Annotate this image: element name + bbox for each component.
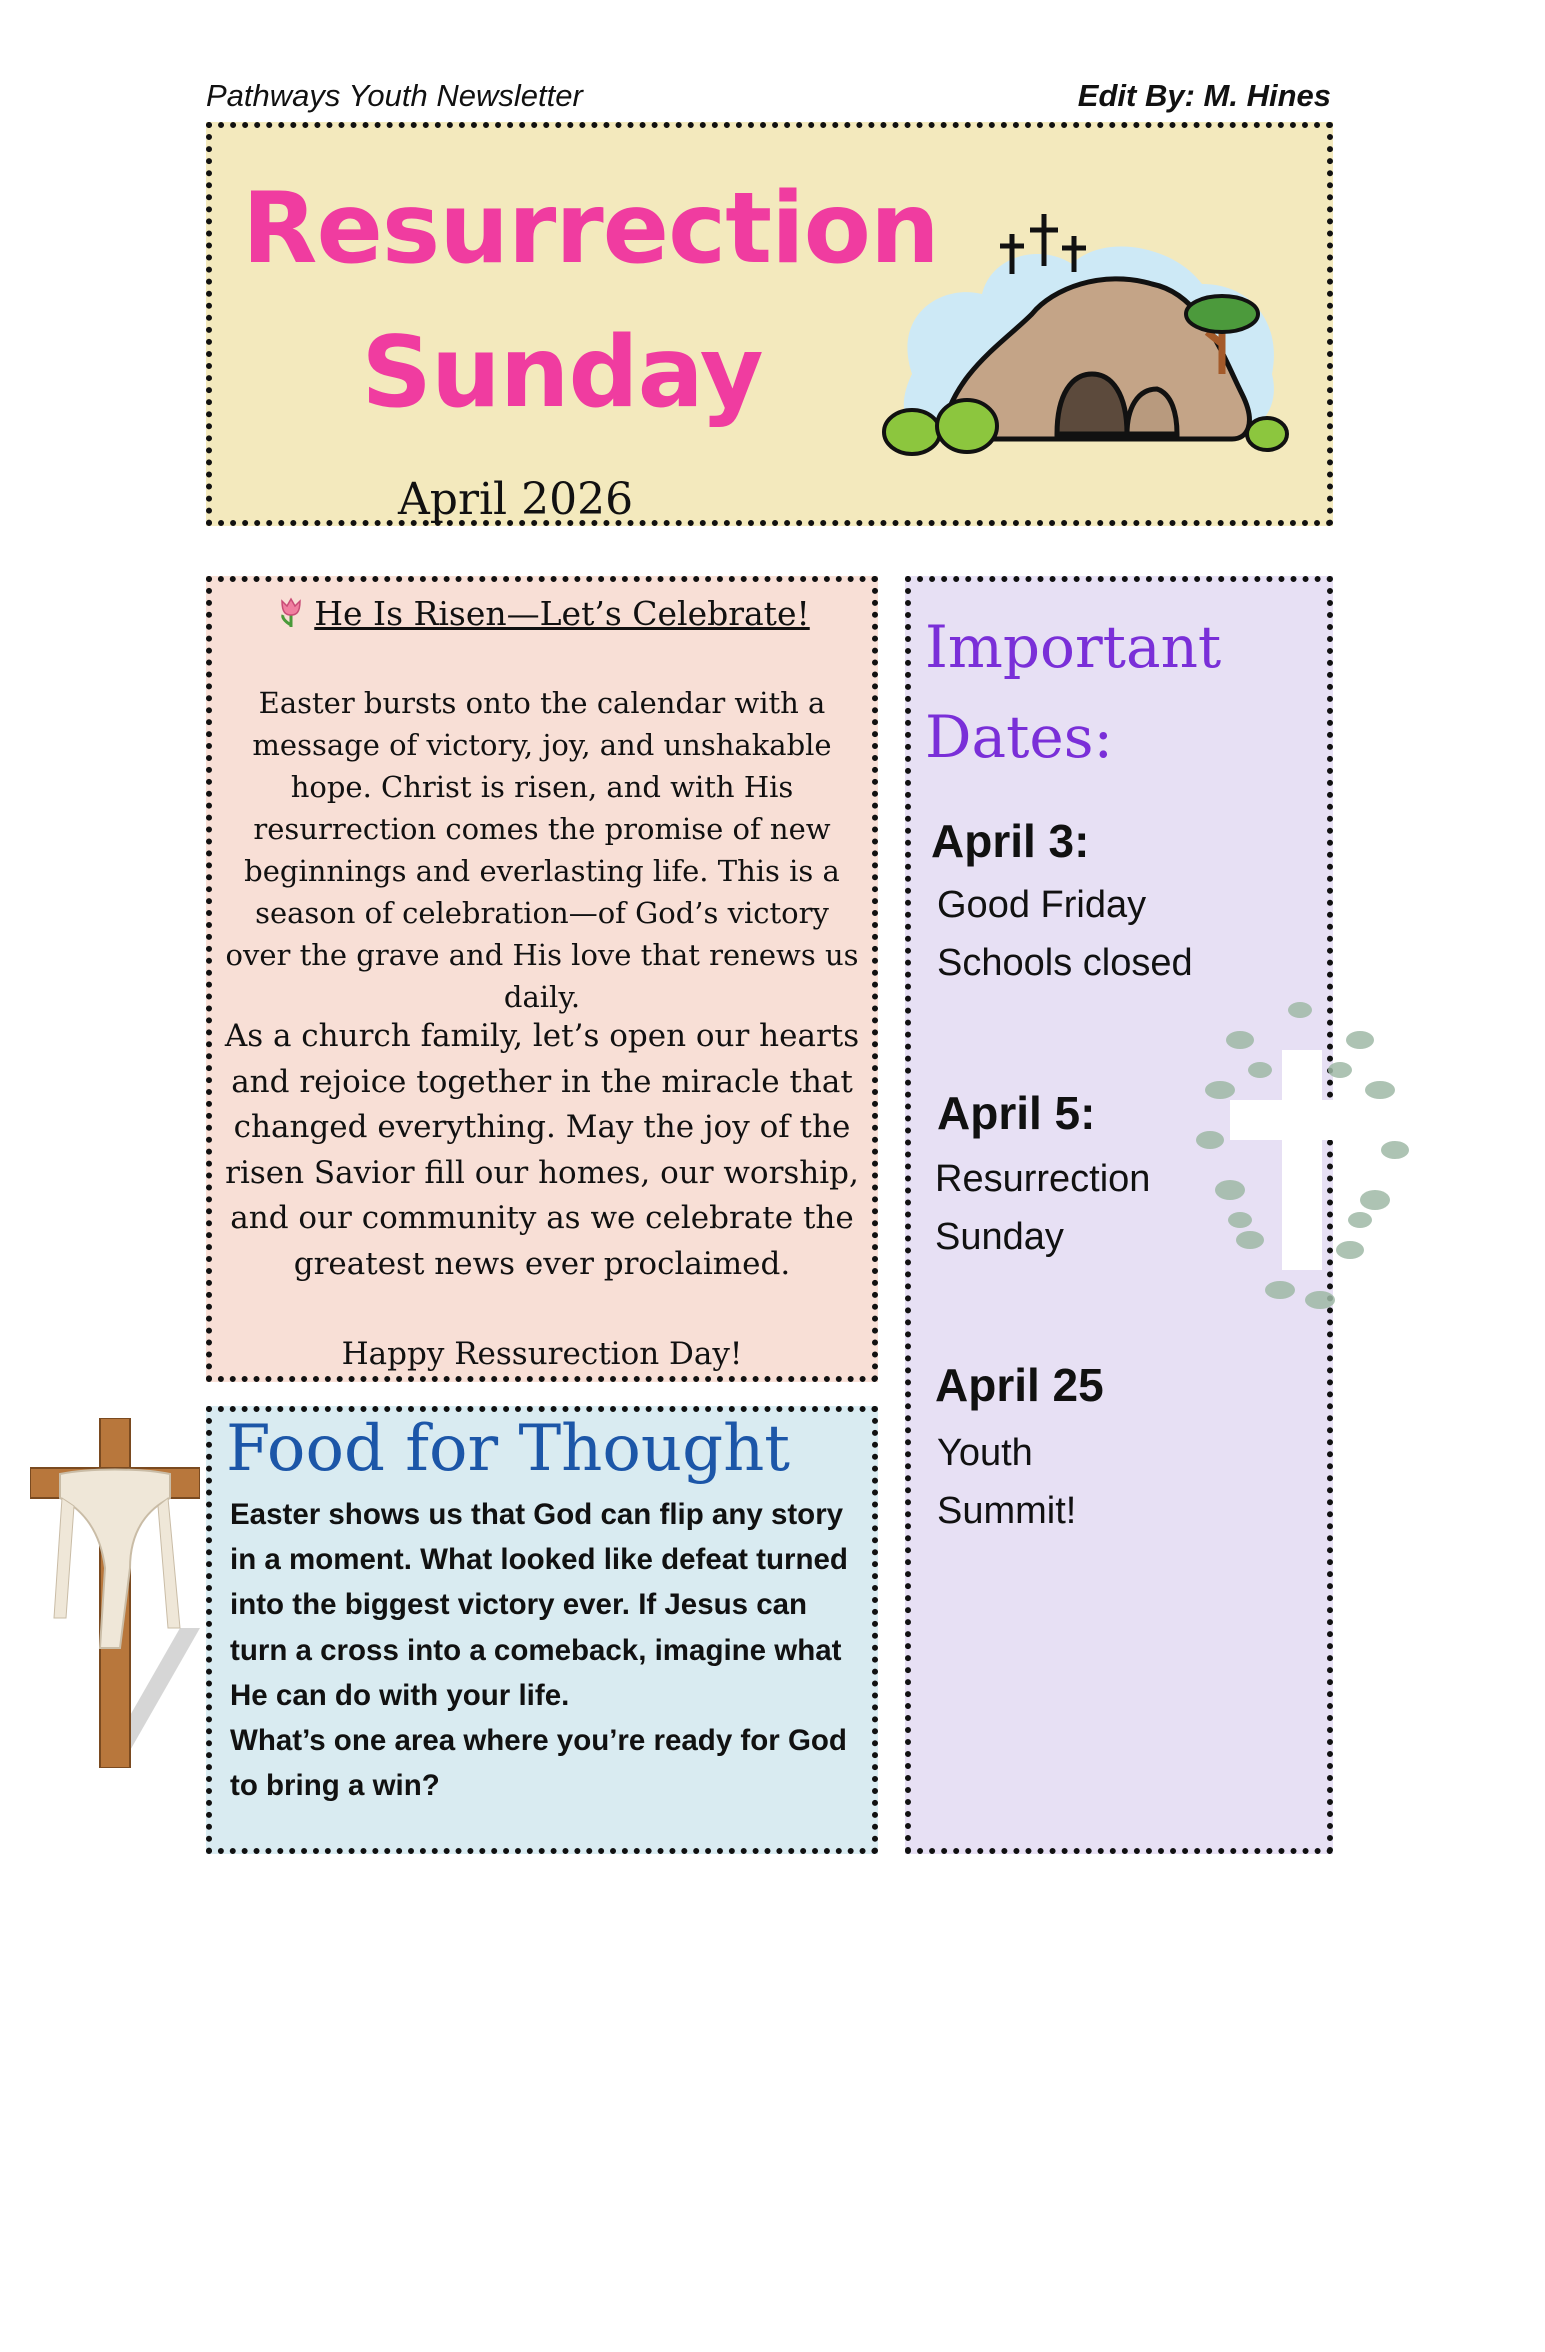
- celebrate-article: [206, 576, 878, 1382]
- tomb-illustration: [872, 194, 1292, 464]
- celebrate-heading: He Is Risen—Let’s Celebrate!: [314, 594, 810, 633]
- food-for-thought-section: [206, 1406, 878, 1854]
- date-event-3-line1: Youth: [937, 1432, 1033, 1474]
- issue-date: April 2026: [398, 474, 634, 525]
- date-event-2-line1: Resurrection: [935, 1158, 1151, 1200]
- date-event-3: [937, 1424, 1076, 1540]
- tulip-icon: [274, 595, 308, 629]
- celebrate-closing: Happy Ressurection Day!: [341, 1336, 743, 1372]
- date-event-1-line2: Schools closed: [937, 942, 1193, 984]
- food-for-thought-title: Food for Thought: [226, 1412, 790, 1486]
- wooden-cross-illustration: [30, 1418, 200, 1768]
- important-dates-title-line1: Important: [925, 613, 1222, 681]
- food-for-thought-text: Easter shows us that God can flip any story in a moment. What looked like defeat turned into the biggest victory ever. If Jesus can turn a cross into a comeback, imagine what He can do with your life.: [230, 1498, 848, 1712]
- date-event-2-line2: Sunday: [935, 1216, 1064, 1258]
- title-banner: [206, 122, 1333, 526]
- important-dates-title-line2: Dates:: [925, 703, 1114, 771]
- eucalyptus-cross-illustration: [1180, 980, 1420, 1340]
- celebrate-heading-row: [212, 594, 872, 633]
- date-label-3: April 25: [935, 1359, 1104, 1411]
- celebrate-paragraph-2: As a church family, let’s open our hearts and rejoice together in the miracle that changed everything. May the joy of the risen Savior fill our homes, our worship, and our community as we celebrate the greatest news ever proclaimed.: [224, 1018, 860, 1282]
- date-label-2: April 5:: [937, 1087, 1096, 1139]
- important-dates-title: [925, 602, 1221, 782]
- date-event-2: [935, 1150, 1150, 1266]
- editor-credit: Edit By: M. Hines: [1077, 78, 1331, 113]
- celebrate-paragraph-1: Easter bursts onto the calendar with a message of victory, joy, and unshakable hope. Christ is risen, and with His resurrection comes the promise of new beginnings and everlasting life. This is a season of celebration—of God’s victory over the grave and His love that renews us daily.: [225, 686, 859, 1014]
- newsletter-name: Pathways Youth Newsletter: [206, 78, 583, 113]
- food-for-thought-question: What’s one area where you’re ready for God to bring a win?: [230, 1724, 847, 1803]
- page-title-line1: Resurrection: [242, 172, 939, 286]
- date-event-1: [937, 876, 1193, 992]
- page-title-line2: Sunday: [361, 316, 763, 430]
- date-event-1-line1: Good Friday: [937, 884, 1147, 926]
- date-event-3-line2: Summit!: [937, 1490, 1077, 1532]
- date-label-1: April 3:: [931, 815, 1090, 867]
- food-for-thought-body: [230, 1492, 858, 1808]
